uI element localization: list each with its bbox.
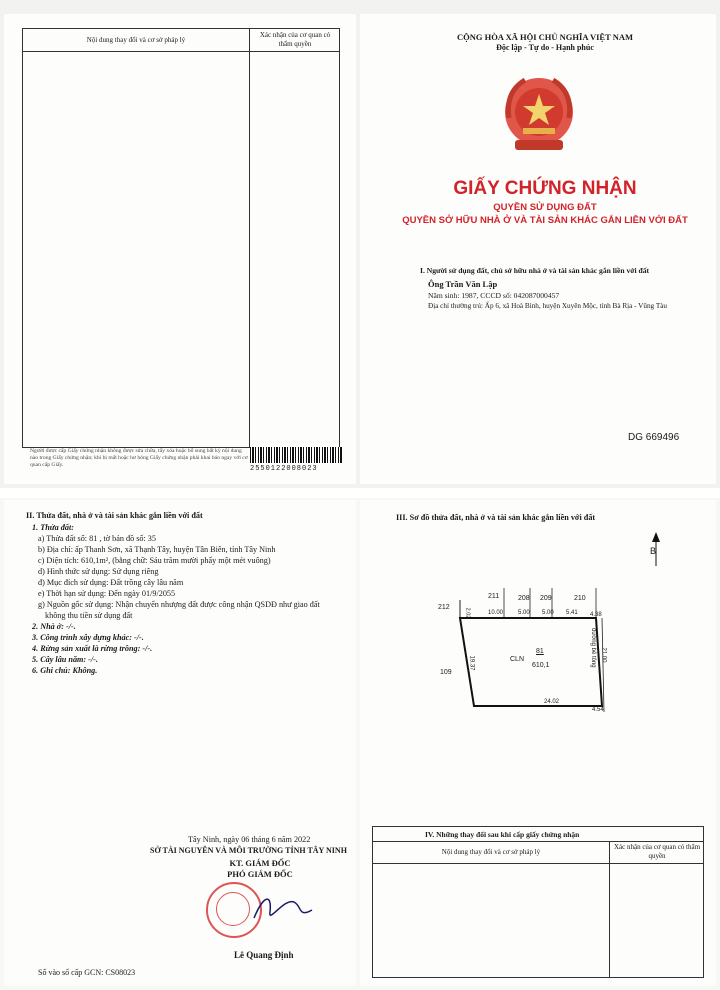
section-4-title: IV. Những thay đổi sau khi cấp giấy chứng nhận: [425, 830, 580, 839]
parcel-210: 210: [574, 595, 586, 602]
dim-top-2: 5.00: [518, 610, 530, 616]
registry-number: Số vào sổ cấp GCN: CS08023: [38, 968, 136, 977]
parcel-map: [420, 528, 680, 728]
dim-right: 21.00: [600, 647, 607, 663]
table-col-divider-2: [609, 841, 610, 977]
north-label: B: [650, 546, 657, 556]
parcel-109: 109: [440, 669, 452, 676]
table-col-divider: [249, 29, 250, 447]
item-d: d) Hình thức sử dụng: Sử dụng riêng: [38, 567, 159, 576]
item-a: a) Thửa đất số: 81 , tờ bản đồ số: 35: [38, 534, 156, 543]
motto: Độc lập - Tự do - Hạnh phúc: [496, 43, 594, 52]
section-1-title: I. Người sử dụng đất, chủ sở hữu nhà ở và tài sản khác gắn liền với đất: [420, 266, 650, 275]
republic-header: CỘNG HÒA XÃ HỘI CHỦ NGHĨA VIỆT NAM: [456, 32, 634, 42]
certificate-subtitle-2: QUYỀN SỞ HỮU NHÀ Ở VÀ TÀI SẢN KHÁC GẮN LIỀN VỚI ĐẤT: [402, 215, 688, 226]
changes-table-top: [22, 28, 340, 448]
address-line: Địa chỉ thường trú: Ấp 6, xã Hoà Bình, huyện Xuyên Mộc, tỉnh Bà Rịa - Vũng Tàu: [428, 302, 667, 310]
dim-left-small: 2.02: [464, 607, 471, 619]
road-label: đường bê tông: [590, 628, 596, 668]
certificate-subtitle-1: QUYỀN SỬ DỤNG ĐẤT: [493, 202, 597, 213]
item-e: e) Thời hạn sử dụng: Đến ngày 01/9/2055: [38, 589, 176, 598]
col-confirm: Xác nhận của cơ quan có thẩm quyền: [613, 843, 701, 860]
signer-name: Lê Quang Định: [234, 950, 294, 960]
signature: [250, 888, 320, 928]
certificate-title: GIẤY CHỨNG NHẬN: [453, 178, 637, 199]
section-2-title: II. Thửa đất, nhà ở và tài sản khác gắn liền với đất: [26, 511, 203, 520]
changes-table-bottom: [372, 826, 704, 978]
barcode: [250, 447, 342, 463]
serial-number: DG 669496: [628, 432, 680, 443]
owner-name: Ông Trần Văn Lập: [428, 279, 498, 289]
dim-bottom-right: 4.54: [592, 707, 604, 713]
item-4: 4. Rừng sản xuất là rừng trồng: -/-.: [32, 644, 153, 653]
item-2: 2. Nhà ở: -/-.: [32, 622, 76, 631]
parcel-209: 209: [540, 595, 552, 602]
dim-bottom: 24.02: [544, 699, 560, 705]
section-3-title: III. Sơ đồ thửa đất, nhà ở và tài sản khác gắn liền với đất: [396, 513, 596, 522]
footer-note: Người được cấp Giấy chứng nhận không được sửa chữa, tẩy xóa hoặc bổ sung bất kỳ nội dung nào trong Giấy chứng nhận; khi bị mất hoặc hư hỏng Giấy chứng nhận phải khai báo ngay với cơ quan cấp Giấy.: [30, 448, 248, 468]
spread-gap: [0, 488, 720, 498]
deputy-director: PHÓ GIÁM ĐỐC: [227, 869, 293, 879]
parcel-81-area: 610,1: [532, 662, 550, 669]
parcel-212: 212: [438, 604, 450, 611]
issuing-agency: SỞ TÀI NGUYÊN VÀ MÔI TRƯỜNG TỈNH TÂY NINH: [150, 846, 347, 855]
kt-director: KT. GIÁM ĐỐC: [229, 858, 291, 868]
header-confirm: Xác nhận của cơ quan có thẩm quyền: [259, 31, 331, 48]
item-5: 5. Cây lâu năm: -/-.: [32, 655, 98, 664]
item-c: c) Diện tích: 610,1m², (bằng chữ: Sáu trăm mười phẩy một mét vuông): [38, 556, 271, 565]
item-1: 1. Thửa đất:: [32, 523, 74, 532]
parcel-81-landtype: CLN: [510, 656, 525, 663]
dim-left: 19.37: [468, 655, 475, 671]
dim-top-5: 4.38: [590, 612, 602, 618]
barcode-number: 2550122008023: [250, 465, 318, 473]
col-content: Nội dung thay đổi và cơ sở pháp lý: [441, 848, 541, 856]
item-g2: không thu tiền sử dụng đất: [45, 611, 133, 620]
item-3: 3. Công trình xây dựng khác: -/-.: [32, 633, 144, 642]
parcel-81-number: 81: [536, 648, 544, 655]
dim-top-3: 5.00: [542, 610, 554, 616]
birth-id-line: Năm sinh: 1987, CCCD số: 042087000457: [428, 291, 560, 300]
item-g1: g) Nguồn gốc sử dụng: Nhận chuyển nhượng đất được công nhận QSDĐ như giao đất: [38, 600, 320, 609]
header-content: Nội dung thay đổi và cơ sở pháp lý: [86, 36, 186, 44]
parcel-211: 211: [488, 593, 500, 600]
official-seal-inner: [216, 892, 250, 926]
parcel-208: 208: [518, 595, 530, 602]
item-6: 6. Ghi chú: Không.: [32, 666, 98, 675]
dim-top-4: 5.41: [566, 610, 578, 616]
dim-top-1: 10.00: [488, 610, 504, 616]
item-dd: đ) Mục đích sử dụng: Đất trồng cây lâu năm: [38, 578, 184, 587]
issue-date: Tây Ninh, ngày 06 tháng 6 năm 2022: [188, 835, 311, 844]
national-emblem: [495, 68, 583, 160]
item-b: b) Địa chỉ: ấp Thanh Sơn, xã Thạnh Tây, huyện Tân Biên, tỉnh Tây Ninh: [38, 545, 276, 554]
